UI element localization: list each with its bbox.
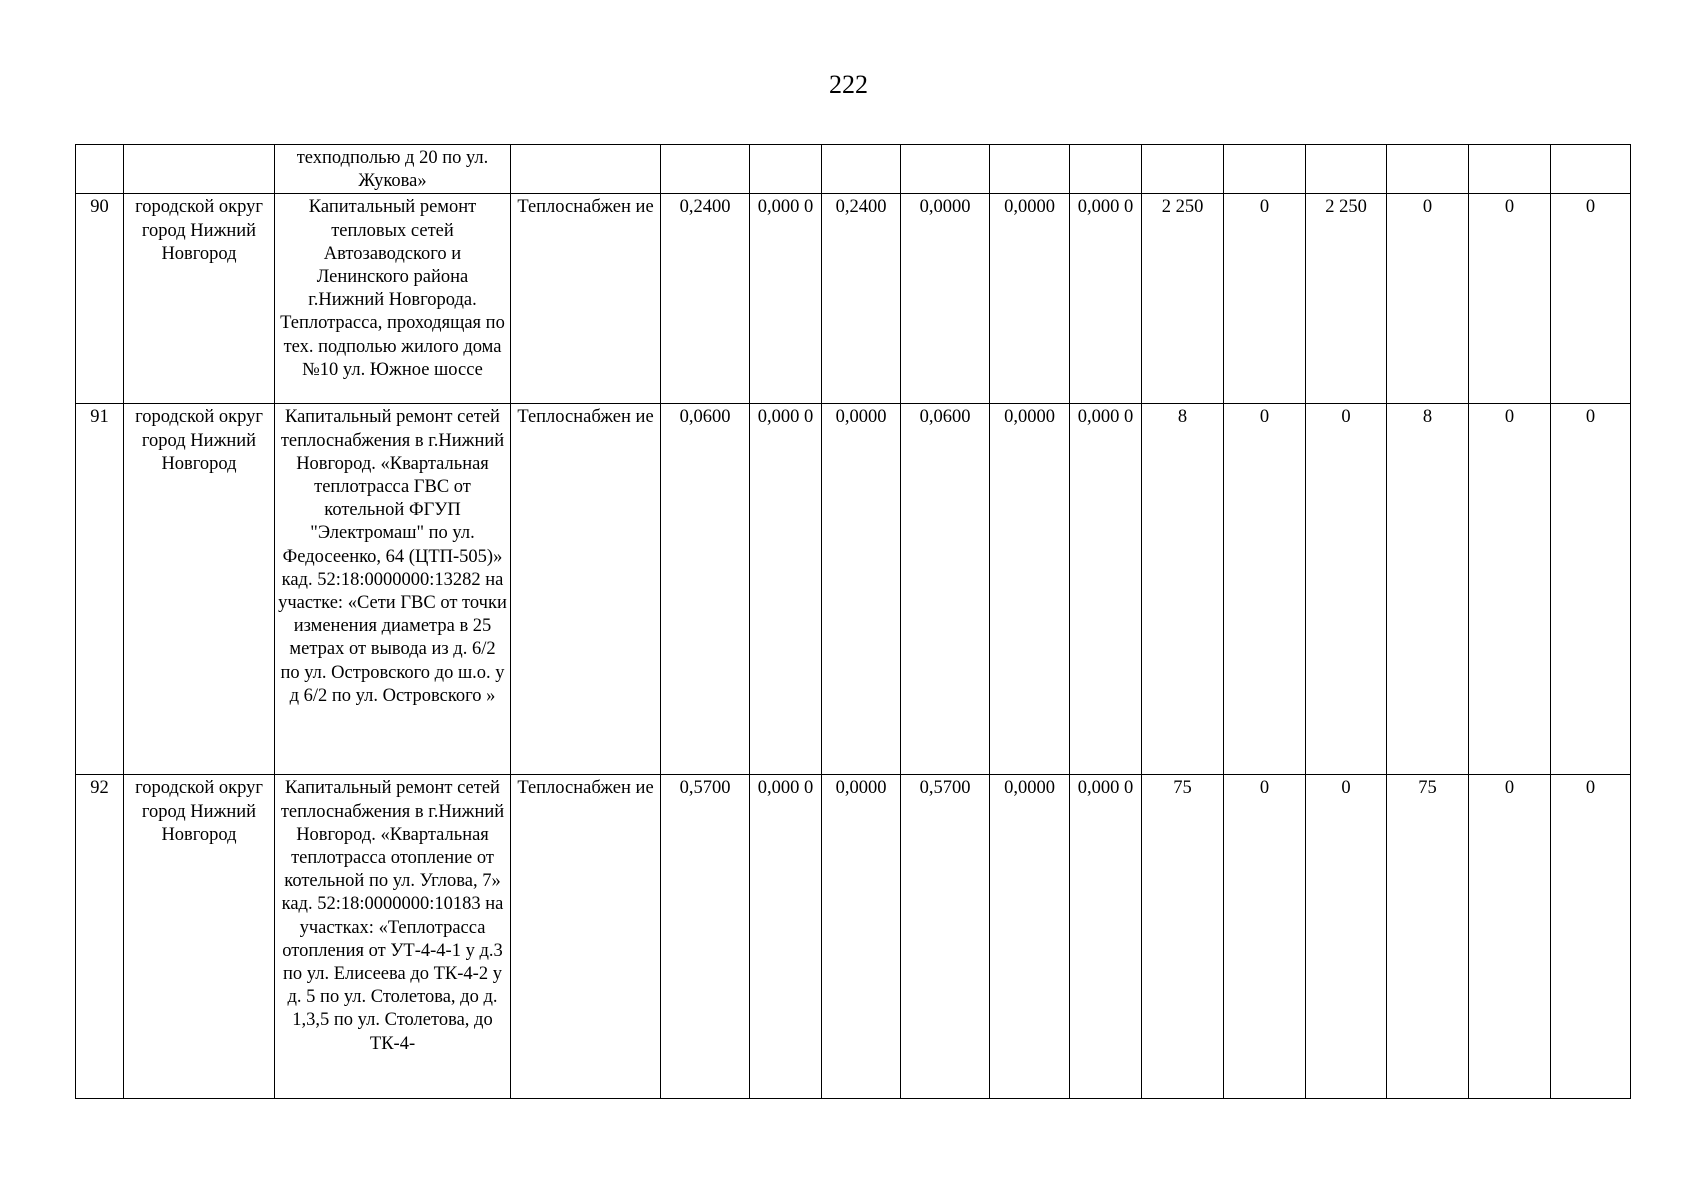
cell-c6: 0	[1551, 404, 1631, 775]
cell-num: 90	[76, 194, 124, 404]
page-number: 222	[829, 70, 868, 99]
cell-c2: 0	[1224, 194, 1306, 404]
cell-num	[76, 145, 124, 194]
cell-c3: 0	[1306, 775, 1387, 1099]
cell-type: Теплоснабжен ие	[511, 404, 661, 775]
cell-v2: 0,000 0	[750, 194, 822, 404]
cell-c1: 75	[1142, 775, 1224, 1099]
cell-municipality: городской округ город Нижний Новгород	[124, 775, 275, 1099]
capital-repair-table	[75, 144, 1631, 1099]
cell-v1: 0,2400	[661, 194, 750, 404]
cell-v5: 0,0000	[990, 404, 1070, 775]
table-row-continuation	[76, 145, 1631, 194]
cell-v2: 0,000 0	[750, 775, 822, 1099]
cell-municipality: городской округ город Нижний Новгород	[124, 194, 275, 404]
cell-c6: 0	[1551, 775, 1631, 1099]
cell-c4	[1387, 145, 1469, 194]
cell-c4: 0	[1387, 194, 1469, 404]
cell-c4: 75	[1387, 775, 1469, 1099]
cell-v6: 0,000 0	[1070, 404, 1142, 775]
cell-c2: 0	[1224, 404, 1306, 775]
cell-v5	[990, 145, 1070, 194]
cell-description: Капитальный ремонт сетей теплоснабжения в г.Нижний Новгород. «Квартальная теплотрасса ГВС от котельной ФГУП "Электромаш" по ул. Федосеенко, 64 (ЦТП-505)» кад. 52:18:0000000:13282 на участке: «Сети ГВС от точки изменения диаметра в 25 метрах от вывода из д. 6/2 по ул. Островского до ш.о. у д 6/2 по ул. Островского »	[275, 404, 511, 775]
cell-v1	[661, 145, 750, 194]
cell-c6	[1551, 145, 1631, 194]
cell-v4: 0,0600	[901, 404, 990, 775]
cell-c3: 2 250	[1306, 194, 1387, 404]
cell-type: Теплоснабжен ие	[511, 775, 661, 1099]
cell-c1: 8	[1142, 404, 1224, 775]
cell-v2	[750, 145, 822, 194]
cell-c5: 0	[1469, 404, 1551, 775]
cell-c6: 0	[1551, 194, 1631, 404]
cell-c3	[1306, 145, 1387, 194]
cell-num: 91	[76, 404, 124, 775]
cell-v5: 0,0000	[990, 194, 1070, 404]
cell-c3: 0	[1306, 404, 1387, 775]
table-row	[76, 194, 1631, 404]
cell-v6	[1070, 145, 1142, 194]
cell-v1: 0,5700	[661, 775, 750, 1099]
cell-v4: 0,0000	[901, 194, 990, 404]
cell-v4	[901, 145, 990, 194]
cell-v4: 0,5700	[901, 775, 990, 1099]
cell-description: Капитальный ремонт сетей теплоснабжения в г.Нижний Новгород. «Квартальная теплотрасса отопление от котельной по ул. Углова, 7» кад. 52:18:0000000:10183 на участках: «Теплотрасса отопления от УТ-4-4-1 у д.3 по ул. Елисеева до ТК-4-2 у д. 5 по ул. Столетова, до д. 1,3,5 по ул. Столетова, до ТК-4-	[275, 775, 511, 1099]
cell-v3: 0,2400	[822, 194, 901, 404]
cell-v6: 0,000 0	[1070, 775, 1142, 1099]
cell-c5: 0	[1469, 775, 1551, 1099]
cell-description: техподполью д 20 по ул. Жукова»	[275, 145, 511, 194]
cell-v3: 0,0000	[822, 775, 901, 1099]
cell-description: Капитальный ремонт тепловых сетей Автозаводского и Ленинского района г.Нижний Новгорода. Теплотрасса, проходящая по тех. подполью жилого дома №10 ул. Южное шоссе	[275, 194, 511, 404]
cell-v1: 0,0600	[661, 404, 750, 775]
cell-c2: 0	[1224, 775, 1306, 1099]
cell-v6: 0,000 0	[1070, 194, 1142, 404]
cell-num: 92	[76, 775, 124, 1099]
cell-v3: 0,0000	[822, 404, 901, 775]
cell-c4: 8	[1387, 404, 1469, 775]
cell-type	[511, 145, 661, 194]
cell-v5: 0,0000	[990, 775, 1070, 1099]
table-row	[76, 404, 1631, 775]
cell-c2	[1224, 145, 1306, 194]
cell-municipality: городской округ город Нижний Новгород	[124, 404, 275, 775]
cell-c1	[1142, 145, 1224, 194]
cell-c5: 0	[1469, 194, 1551, 404]
cell-c1: 2 250	[1142, 194, 1224, 404]
cell-municipality	[124, 145, 275, 194]
cell-v3	[822, 145, 901, 194]
cell-type: Теплоснабжен ие	[511, 194, 661, 404]
cell-c5	[1469, 145, 1551, 194]
table-row	[76, 775, 1631, 1099]
cell-v2: 0,000 0	[750, 404, 822, 775]
